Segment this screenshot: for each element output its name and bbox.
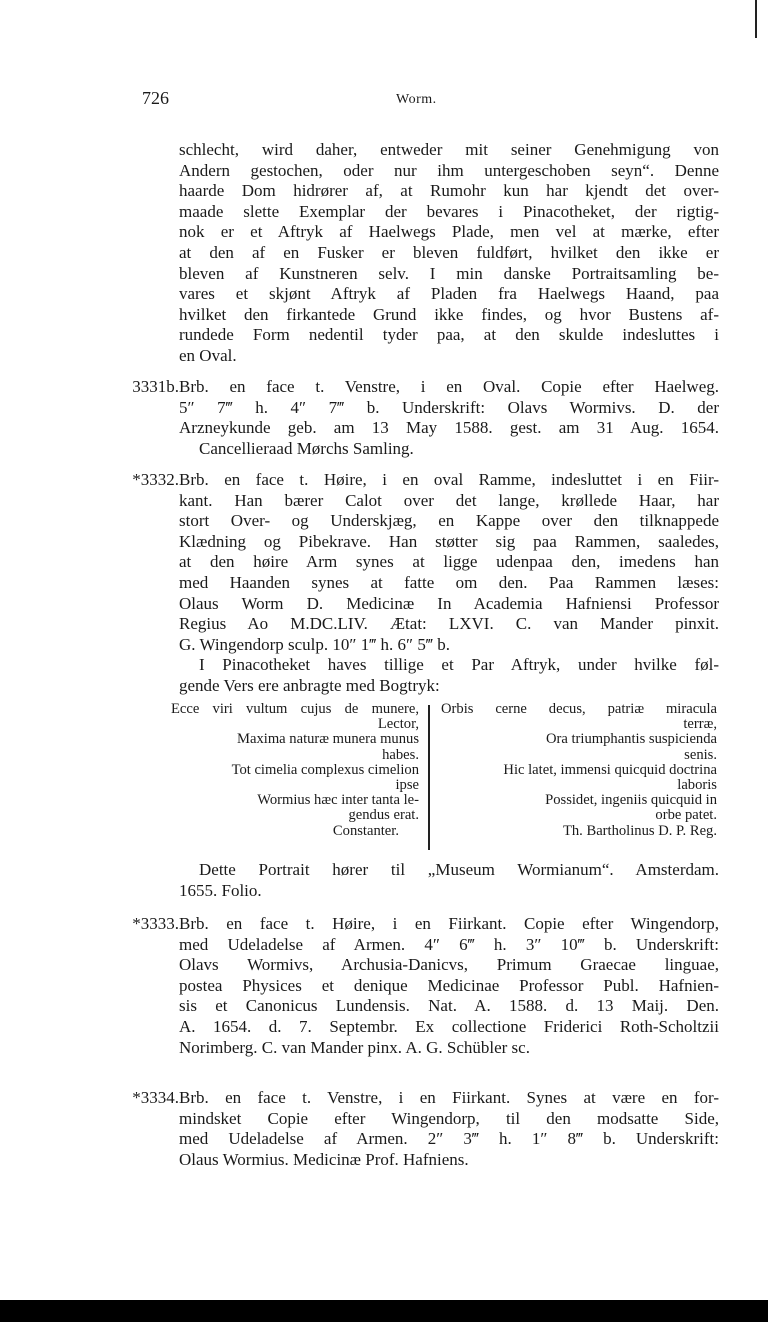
verse-line: senis. (684, 746, 717, 763)
running-head: Worm. (396, 92, 437, 107)
verse-line: laboris (677, 777, 717, 794)
verse-signature: Constanter. (332, 822, 399, 839)
text-line: en Oval. (179, 345, 237, 365)
column-divider (428, 705, 430, 850)
text-line: postea Physices et denique Medicinae Professor Publ. Hafnien- (179, 975, 719, 995)
entry-number: *3334. (132, 1088, 179, 1107)
text-line: gende Vers ere anbragte med Bogtryk: (179, 675, 440, 695)
entry-body (179, 1088, 719, 1170)
page-number: 726 (142, 88, 169, 108)
entry-body (179, 377, 719, 459)
text-line: Dette Portrait hører til „Museum Wormianum“. Amsterdam. (199, 860, 719, 879)
text-line: med Udeladelse af Armen. 4″ 6‴ h. 3″ 10‴ b. Underskrift: (179, 934, 719, 954)
margin-rule (755, 0, 757, 38)
verse-line: orbe patet. (655, 807, 717, 824)
text-line: med Haanden synes at fatte om den. Paa Rammen læses: (179, 572, 719, 592)
verse-line: Lector, (377, 716, 419, 733)
verse-column-right (441, 702, 717, 839)
text-line: nok er et Aftryk af Haelwegs Plade, men vel at mærke, efter (179, 222, 719, 242)
note-paragraph (179, 860, 719, 901)
text-line: 5″ 7‴ h. 4″ 7‴ b. Underskrift: Olavs Wormivs. D. der (179, 397, 719, 417)
verse-line: terræ, (683, 716, 717, 733)
entry-number: *3332. (132, 470, 179, 489)
text-line: 1655. Folio. (179, 880, 262, 900)
text-line: mindsket Copie efter Wingendorp, til den modsatte Side, (179, 1108, 719, 1128)
text-line: Olavs Wormivs, Archusia-Danicvs, Primum Graecae linguae, (179, 955, 719, 975)
text-line: sis et Canonicus Lundensis. Nat. A. 1588. d. 13 Maij. Den. (179, 996, 719, 1016)
text-line: Brb. en face t. Høire, i en Fiirkant. Copie efter Wingendorp, (179, 914, 719, 933)
verse-line: Maxima naturæ munera munus (237, 731, 419, 748)
text-line: bleven af Kunstneren selv. I min danske Portraitsamling be- (179, 263, 719, 283)
verse-signature: Th. Bartholinus D. P. Reg. (562, 822, 717, 839)
verse-line: Hic latet, immensi quicquid doctrina (503, 761, 717, 778)
entry-number: 3331b. (132, 377, 179, 396)
text-line: Regius Ao M.DC.LIV. Ætat: LXVI. C. van Mander pinxit. (179, 614, 719, 634)
verse-line: Possidet, ingeniis quicquid in (545, 792, 717, 809)
text-line: Olaus Wormius. Medicinæ Prof. Hafniens. (179, 1149, 469, 1169)
text-line: Cancellieraad Mørchs Samling. (199, 438, 414, 458)
text-line: hvilket den firkantede Grund ikke findes, og hvor Bustens af- (179, 304, 719, 324)
text-line: at den af en Fusker er bleven fuldført, hvilket den ikke er (179, 242, 719, 262)
text-line: stort Over- og Underskjæg, en Kappe over den tilknappede (179, 511, 719, 531)
text-line: Brb. en face t. Venstre, i en Fiirkant. Synes at være en for- (179, 1088, 719, 1107)
text-line: Brb. en face t. Venstre, i en Oval. Copie efter Haelweg. (179, 377, 719, 396)
text-line: haarde Dom hidrører af, at Rumohr kun har kjendt det over- (179, 181, 719, 201)
text-line: G. Wingendorp sculp. 10″ 1‴ h. 6″ 5‴ b. (179, 634, 450, 654)
text-line: med Udeladelse af Armen. 2″ 3‴ h. 1″ 8‴ b. Underskrift: (179, 1129, 719, 1149)
verse-line: gendus erat. (348, 807, 419, 824)
verse-line: Orbis cerne decus, patriæ miracula (441, 701, 717, 717)
text-line: vares et skjønt Aftryk af Pladen fra Haelwegs Haand, paa (179, 284, 719, 304)
verse-line: Ora triumphantis suspicienda (545, 731, 717, 748)
scan-border (0, 1300, 768, 1322)
intro-paragraph (179, 140, 719, 367)
verse-line: ipse (395, 777, 419, 794)
entry-body (179, 470, 719, 697)
text-line: Andern gestochen, oder nur ihm untergeschoben seyn“. Denne (179, 160, 719, 180)
verse-line: Wormius hæc inter tanta le- (257, 792, 419, 809)
text-line: Norimberg. C. van Mander pinx. A. G. Schübler sc. (179, 1037, 530, 1057)
verse-line: habes. (382, 746, 419, 763)
text-line: kant. Han bærer Calot over det lange, krøllede Haar, har (179, 490, 719, 510)
text-line: rundede Form nedentil tyder paa, at den skulde indesluttes i (179, 325, 719, 345)
text-line: Brb. en face t. Høire, i en oval Ramme, indesluttet i en Fiir- (179, 470, 719, 489)
text-line: maade slette Exemplar der bevares i Pinacotheket, der rigtig- (179, 201, 719, 221)
text-line: Olaus Worm D. Medicinæ In Academia Hafniensi Professor (179, 593, 719, 613)
verse-block (171, 702, 719, 852)
verse-column-left (171, 702, 419, 839)
verse-line: Tot cimelia complexus cimelion (231, 761, 419, 778)
text-line: Arzneykunde geb. am 13 May 1588. gest. am 31 Aug. 1654. (179, 418, 719, 438)
entry-number: *3333. (132, 914, 179, 933)
verse-line: Ecce viri vultum cujus de munere, (171, 701, 419, 717)
text-line: Klædning og Pibekrave. Han støtter sig paa Rammen, saaledes, (179, 531, 719, 551)
entry-body (179, 914, 719, 1058)
text-line: A. 1654. d. 7. Septembr. Ex collectione Friderici Roth-Scholtzii (179, 1016, 719, 1036)
text-line: I Pinacotheket haves tillige et Par Aftryk, under hvilke føl- (199, 655, 719, 675)
text-line: schlecht, wird daher, entweder mit seiner Genehmigung von (179, 140, 719, 159)
text-line: at den høire Arm synes at ligge udenpaa den, imedens han (179, 552, 719, 572)
